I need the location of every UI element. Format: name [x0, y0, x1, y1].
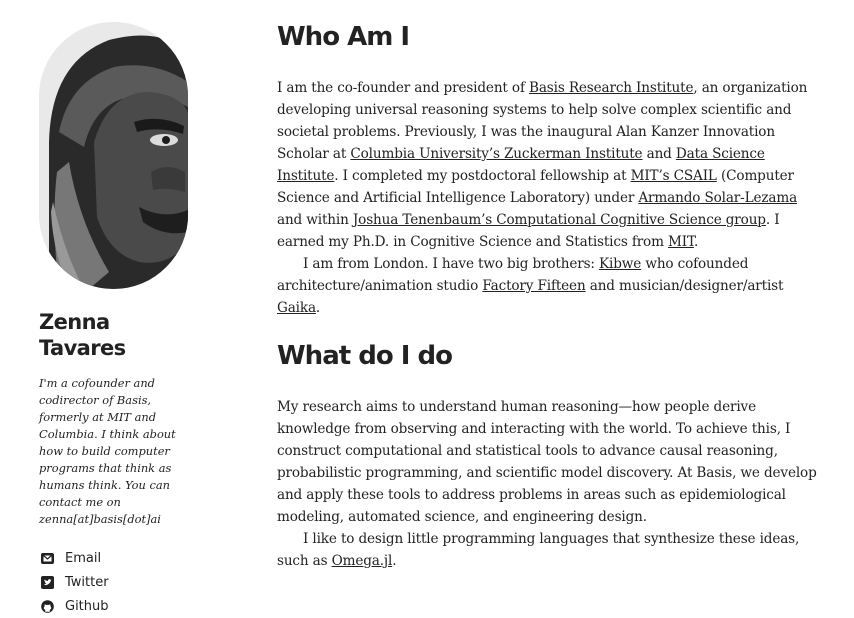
- twitter-icon: [41, 576, 54, 589]
- text: who cofounded architecture/animation studio: [277, 256, 749, 294]
- text: I like to design little programming languages that synthesize these ideas, such as: [277, 531, 800, 569]
- author-sidebar: [39, 22, 179, 618]
- avatar: [39, 22, 188, 289]
- family-paragraph: [277, 253, 822, 319]
- kibwe-link[interactable]: Kibwe: [599, 256, 642, 272]
- text: I am from London. I have two big brothers:: [303, 256, 600, 272]
- solar-lezama-link[interactable]: Armando Solar-Lezama: [638, 190, 798, 206]
- gaika-link[interactable]: Gaika: [277, 300, 316, 316]
- who-am-i-section: [277, 77, 822, 319]
- text: .: [392, 553, 397, 569]
- who-am-i-heading: Who Am I: [277, 22, 410, 52]
- factory-fifteen-link[interactable]: Factory Fifteen: [482, 278, 586, 294]
- github-icon: [41, 600, 54, 613]
- text: and within: [277, 212, 353, 228]
- text: and musician/designer/artist: [585, 278, 784, 294]
- author-bio: I'm a cofounder and codirector of Basis, formerly at MIT and Columbia. I think about how to build computer programs that think as humans think. You can contact me on zenna[at]basis[dot]ai: [39, 376, 176, 526]
- text: , an organization developing universal reasoning systems to help solve complex scientific and societal problems. Previously, I was the inaugural Alan Kanzer Innovation Scholar at: [277, 80, 808, 162]
- twitter-link-label: Twitter: [65, 574, 109, 590]
- portrait-image: [39, 22, 188, 289]
- zuckerman-link[interactable]: Columbia University’s Zuckerman Institute: [350, 146, 643, 162]
- text: (Computer Science and Artificial Intelligence Laboratory) under: [277, 168, 794, 206]
- tenenbaum-group-link[interactable]: Joshua Tenenbaum’s Computational Cognitive Science group: [352, 212, 766, 228]
- envelope-icon: [41, 552, 54, 565]
- omega-link[interactable]: Omega.jl: [331, 553, 393, 569]
- what-do-i-do-heading: What do I do: [277, 341, 452, 371]
- author-name: Zenna Tavares: [39, 310, 126, 360]
- text: .: [315, 300, 321, 316]
- email-link[interactable]: [39, 546, 179, 570]
- github-link-label: Github: [65, 598, 109, 614]
- text: .: [693, 234, 699, 250]
- text: I am the co-founder and president of: [277, 80, 529, 96]
- twitter-link[interactable]: [39, 570, 179, 594]
- text: . I earned my Ph.D. in Cognitive Science and Statistics from: [277, 212, 780, 250]
- bio-paragraph: [277, 77, 822, 253]
- basis-link[interactable]: Basis Research Institute: [529, 80, 694, 96]
- main-content: [277, 20, 822, 572]
- data-science-link[interactable]: Data Science Institute: [277, 146, 765, 184]
- languages-paragraph: [277, 528, 822, 572]
- mit-link[interactable]: MIT: [668, 234, 694, 250]
- social-links: [39, 546, 179, 618]
- what-do-i-do-section: [277, 396, 822, 572]
- text: . I completed my postdoctoral fellowship at: [334, 168, 631, 184]
- csail-link[interactable]: MIT’s CSAIL: [630, 168, 717, 184]
- text: and: [642, 146, 676, 162]
- research-paragraph: My research aims to understand human reasoning—how people derive knowledge from observing and interacting with the world. To achieve this, I construct computational and statistical tools to advance causal reasoning, probabilistic programming, and scientific model discovery. At Basis, we develop and apply these tools to address problems in areas such as epidemiological modeling, automated science, and engineering design.: [277, 399, 817, 525]
- email-link-label: Email: [65, 550, 102, 566]
